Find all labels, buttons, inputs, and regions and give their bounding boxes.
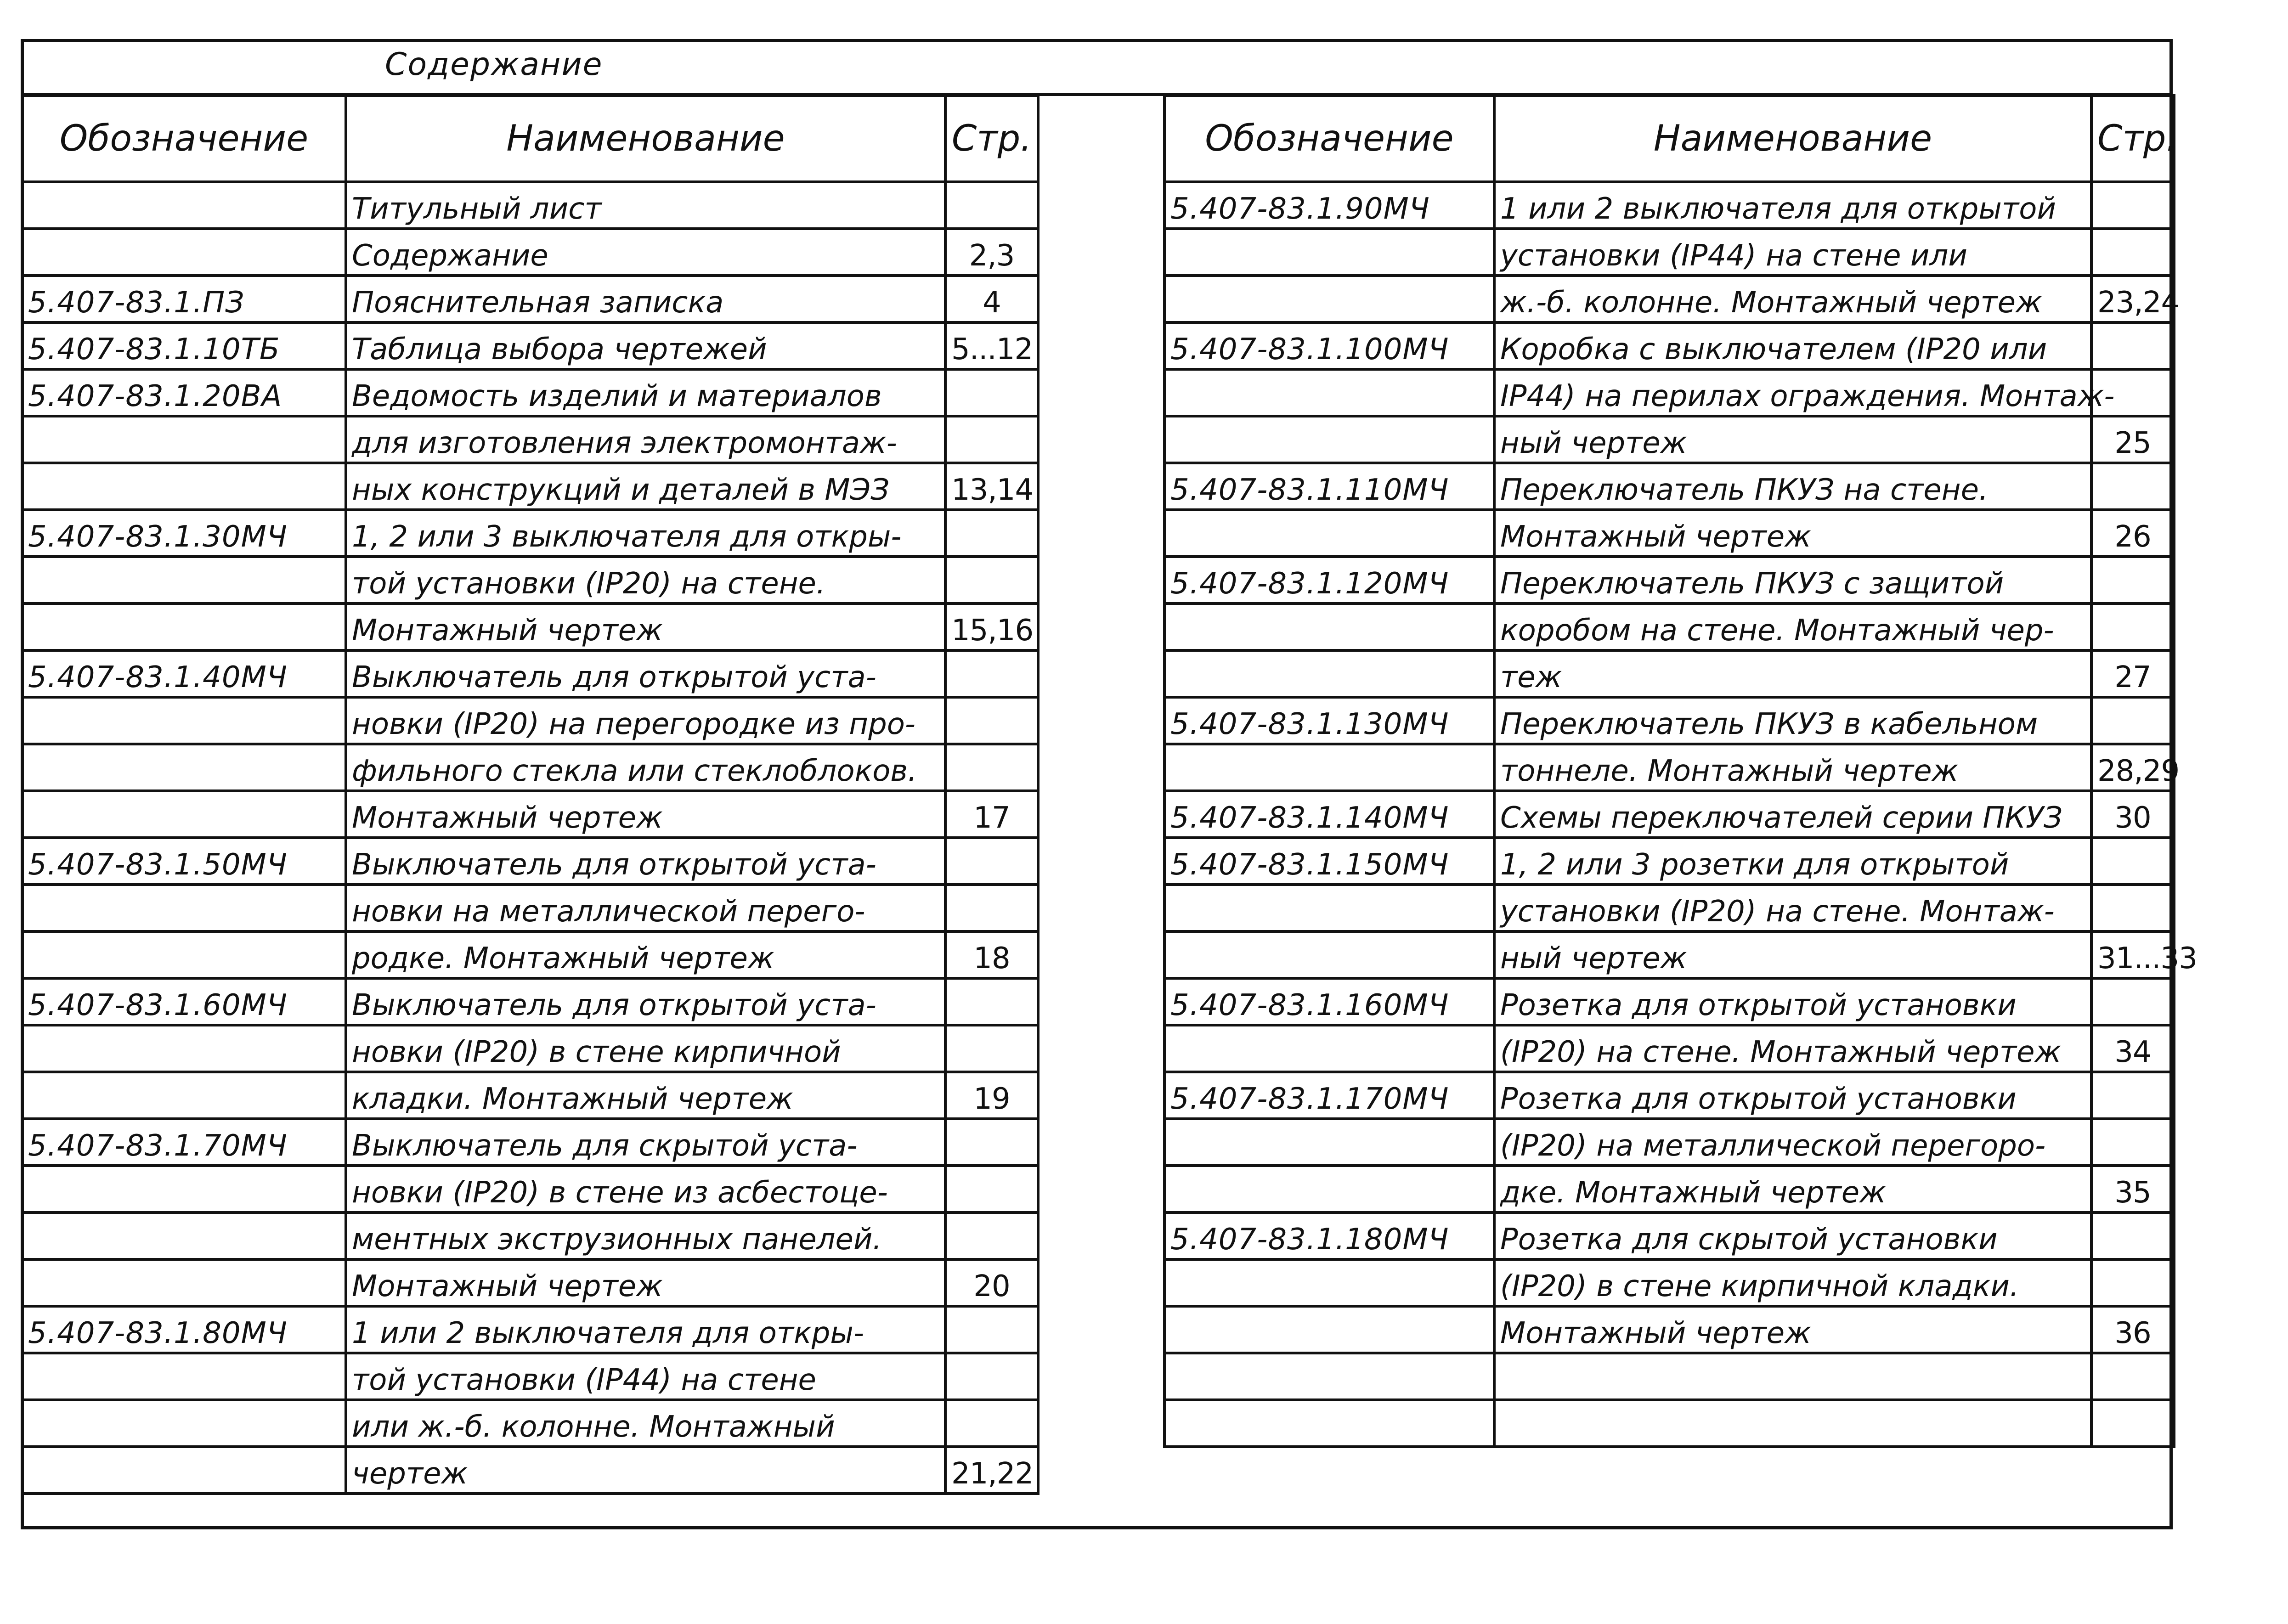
row-name: 1 или 2 выключателя для откры- [346, 1306, 945, 1353]
table-row [1164, 1212, 2174, 1259]
row-name [1494, 1400, 2091, 1447]
table-row [22, 885, 1038, 931]
row-page [2091, 697, 2174, 744]
table-row [22, 838, 1038, 885]
row-designation [1164, 1259, 1494, 1306]
row-name: Розетка для открытой установки [1494, 1072, 2091, 1119]
table-row [22, 697, 1038, 744]
header-page: Стр. [945, 96, 1038, 182]
row-designation [1164, 510, 1494, 557]
row-designation [1164, 369, 1494, 416]
row-designation [22, 1166, 346, 1212]
row-name: новки на металлической перего- [346, 885, 945, 931]
table-row [22, 369, 1038, 416]
table-row [22, 931, 1038, 978]
row-page [945, 650, 1038, 697]
row-page [945, 1306, 1038, 1353]
row-designation [22, 416, 346, 463]
row-name: Монтажный чертеж [1494, 510, 2091, 557]
row-name: коробом на стене. Монтажный чер- [1494, 603, 2091, 650]
row-page [945, 978, 1038, 1025]
row-name: кладки. Монтажный чертеж [346, 1072, 945, 1119]
table-row [1164, 885, 2174, 931]
row-name: ных конструкций и деталей в МЭЗ [346, 463, 945, 510]
row-name: Монтажный чертеж [346, 791, 945, 838]
row-page [945, 744, 1038, 791]
row-name: 1 или 2 выключателя для открытой [1494, 182, 2091, 229]
row-page [945, 697, 1038, 744]
table-row [22, 1400, 1038, 1447]
row-name: Коробка с выключателем (IP20 или [1494, 322, 2091, 369]
row-page [2091, 322, 2174, 369]
row-name: новки (IP20) на перегородке из про- [346, 697, 945, 744]
row-designation [22, 697, 346, 744]
row-designation [22, 1400, 346, 1447]
row-page: 17 [945, 791, 1038, 838]
row-page [945, 838, 1038, 885]
row-page: 5...12 [945, 322, 1038, 369]
row-designation [22, 931, 346, 978]
table-row [22, 1072, 1038, 1119]
row-page: 31...33 [2091, 931, 2174, 978]
row-page [945, 1166, 1038, 1212]
table-row [1164, 1119, 2174, 1166]
row-page [945, 885, 1038, 931]
row-page: 28,29 [2091, 744, 2174, 791]
row-name: Пояснительная записка [346, 276, 945, 322]
row-page [2091, 463, 2174, 510]
row-page [2091, 557, 2174, 603]
row-name: Выключатель для открытой уста- [346, 838, 945, 885]
table-row [1164, 697, 2174, 744]
row-page: 13,14 [945, 463, 1038, 510]
row-name: Переключатель ПКУЗ на стене. [1494, 463, 2091, 510]
row-designation [1164, 1025, 1494, 1072]
table-row [22, 1259, 1038, 1306]
table-row [1164, 369, 2174, 416]
table-row [1164, 229, 2174, 276]
row-name: ментных экструзионных панелей. [346, 1212, 945, 1259]
table-row [1164, 182, 2174, 229]
row-designation [22, 1025, 346, 1072]
table-row [22, 744, 1038, 791]
table-row [1164, 978, 2174, 1025]
table-row [1164, 931, 2174, 978]
row-name: дке. Монтажный чертеж [1494, 1166, 2091, 1212]
table-row [22, 1306, 1038, 1353]
table-row [1164, 744, 2174, 791]
row-designation [1164, 1353, 1494, 1400]
table-row [22, 1119, 1038, 1166]
row-page [945, 1212, 1038, 1259]
table-row [1164, 791, 2174, 838]
row-designation [22, 1353, 346, 1400]
table-row [22, 322, 1038, 369]
row-page [945, 510, 1038, 557]
table-row [1164, 1353, 2174, 1400]
row-page [2091, 603, 2174, 650]
table-row [1164, 1400, 2174, 1447]
row-page [2091, 1072, 2174, 1119]
table-row [1164, 838, 2174, 885]
row-name: IP44) на перилах ограждения. Монтаж- [1494, 369, 2091, 416]
row-name: Содержание [346, 229, 945, 276]
table-row [1164, 1259, 2174, 1306]
row-page: 2,3 [945, 229, 1038, 276]
table-row [1164, 1306, 2174, 1353]
table-row [22, 557, 1038, 603]
row-name: ный чертеж [1494, 931, 2091, 978]
row-page [2091, 1353, 2174, 1400]
header-name: Наименование [1494, 96, 2091, 182]
table-row [22, 603, 1038, 650]
row-designation [1164, 603, 1494, 650]
page-title: Содержание [385, 46, 603, 83]
row-designation [1164, 931, 1494, 978]
row-page: 26 [2091, 510, 2174, 557]
row-designation: 5.407-83.1.80МЧ [22, 1306, 346, 1353]
row-name: новки (IP20) в стене кирпичной [346, 1025, 945, 1072]
table-row [1164, 416, 2174, 463]
row-designation [22, 885, 346, 931]
row-name: Монтажный чертеж [346, 1259, 945, 1306]
table-row [22, 1166, 1038, 1212]
row-designation [22, 463, 346, 510]
row-name: для изготовления электромонтаж- [346, 416, 945, 463]
row-name: той установки (IP44) на стене [346, 1353, 945, 1400]
row-name: теж [1494, 650, 2091, 697]
row-designation: 5.407-83.1.60МЧ [22, 978, 346, 1025]
header-name: Наименование [346, 96, 945, 182]
table-row [1164, 463, 2174, 510]
row-page: 34 [2091, 1025, 2174, 1072]
row-page [2091, 838, 2174, 885]
row-page [945, 557, 1038, 603]
row-designation [1164, 1306, 1494, 1353]
row-designation: 5.407-83.1.ПЗ [22, 276, 346, 322]
row-name: Выключатель для скрытой уста- [346, 1119, 945, 1166]
row-page: 4 [945, 276, 1038, 322]
table-header [1164, 96, 2174, 182]
table-row [1164, 650, 2174, 697]
row-designation [1164, 650, 1494, 697]
row-name: установки (IP44) на стене или [1494, 229, 2091, 276]
row-name: Выключатель для открытой уста- [346, 978, 945, 1025]
row-designation: 5.407-83.1.140МЧ [1164, 791, 1494, 838]
row-designation: 5.407-83.1.120МЧ [1164, 557, 1494, 603]
row-name: 1, 2 или 3 розетки для открытой [1494, 838, 2091, 885]
table-row [1164, 276, 2174, 322]
row-page [945, 1025, 1038, 1072]
table-row [1164, 1166, 2174, 1212]
row-designation [1164, 1400, 1494, 1447]
row-page [945, 416, 1038, 463]
row-page [945, 1353, 1038, 1400]
row-designation [22, 229, 346, 276]
row-page: 15,16 [945, 603, 1038, 650]
header-designation: Обозначение [22, 96, 346, 182]
table-row [1164, 322, 2174, 369]
row-designation: 5.407-83.1.170МЧ [1164, 1072, 1494, 1119]
row-name: Переключатель ПКУЗ с защитой [1494, 557, 2091, 603]
table-row [22, 978, 1038, 1025]
row-page [2091, 1259, 2174, 1306]
row-page [2091, 978, 2174, 1025]
header-page: Стр. [2091, 96, 2174, 182]
row-designation [22, 1212, 346, 1259]
row-name: (IP20) на металлической перегоро- [1494, 1119, 2091, 1166]
row-name: Монтажный чертеж [346, 603, 945, 650]
table-row [1164, 557, 2174, 603]
table-row [22, 791, 1038, 838]
row-designation [1164, 229, 1494, 276]
row-page: 30 [2091, 791, 2174, 838]
row-designation [22, 557, 346, 603]
table-row [1164, 510, 2174, 557]
row-designation [1164, 1119, 1494, 1166]
table-row [22, 1447, 1038, 1494]
row-name: тоннеле. Монтажный чертеж [1494, 744, 2091, 791]
row-page [2091, 1119, 2174, 1166]
row-designation: 5.407-83.1.100МЧ [1164, 322, 1494, 369]
row-designation: 5.407-83.1.90МЧ [1164, 182, 1494, 229]
row-name: Розетка для скрытой установки [1494, 1212, 2091, 1259]
row-designation [22, 1072, 346, 1119]
row-designation [22, 791, 346, 838]
row-page: 35 [2091, 1166, 2174, 1212]
row-designation: 5.407-83.1.70МЧ [22, 1119, 346, 1166]
row-page: 27 [2091, 650, 2174, 697]
row-name: Схемы переключателей серии ПКУЗ [1494, 791, 2091, 838]
row-designation [22, 182, 346, 229]
row-name: 1, 2 или 3 выключателя для откры- [346, 510, 945, 557]
row-page [945, 369, 1038, 416]
row-page [945, 1119, 1038, 1166]
row-name: родке. Монтажный чертеж [346, 931, 945, 978]
contents-rows-left [22, 182, 1038, 1494]
row-name: ный чертеж [1494, 416, 2091, 463]
table-row [22, 1353, 1038, 1400]
row-page [2091, 1212, 2174, 1259]
table-row [22, 276, 1038, 322]
row-page: 23,24 [2091, 276, 2174, 322]
row-name: Переключатель ПКУЗ в кабельном [1494, 697, 2091, 744]
table-row [1164, 603, 2174, 650]
row-page: 36 [2091, 1306, 2174, 1353]
row-page: 21,22 [945, 1447, 1038, 1494]
row-name: той установки (IP20) на стене. [346, 557, 945, 603]
row-page [945, 182, 1038, 229]
row-page [945, 1400, 1038, 1447]
row-designation [1164, 1166, 1494, 1212]
table-header [22, 96, 1038, 182]
contents-table-right [1163, 94, 2197, 1448]
row-name: фильного стекла или стеклоблоков. [346, 744, 945, 791]
row-designation: 5.407-83.1.20ВА [22, 369, 346, 416]
contents-table-left [21, 94, 1039, 1495]
row-name: Ведомость изделий и материалов [346, 369, 945, 416]
row-designation: 5.407-83.1.40МЧ [22, 650, 346, 697]
row-designation: 5.407-83.1.130МЧ [1164, 697, 1494, 744]
table-row [22, 650, 1038, 697]
row-designation: 5.407-83.1.110МЧ [1164, 463, 1494, 510]
table-row [22, 229, 1038, 276]
row-designation: 5.407-83.1.180МЧ [1164, 1212, 1494, 1259]
table-row [22, 1025, 1038, 1072]
row-designation [22, 1259, 346, 1306]
row-name: (IP20) на стене. Монтажный чертеж [1494, 1025, 2091, 1072]
row-name: или ж.-б. колонне. Монтажный [346, 1400, 945, 1447]
row-page: 20 [945, 1259, 1038, 1306]
row-designation [22, 603, 346, 650]
contents-rows-right [1164, 182, 2197, 1447]
row-name: Таблица выбора чертежей [346, 322, 945, 369]
row-name: Розетка для открытой установки [1494, 978, 2091, 1025]
row-designation: 5.407-83.1.10ТБ [22, 322, 346, 369]
row-designation [1164, 276, 1494, 322]
row-page [2091, 229, 2174, 276]
row-designation: 5.407-83.1.150МЧ [1164, 838, 1494, 885]
table-row [22, 463, 1038, 510]
row-designation [1164, 744, 1494, 791]
row-name: Выключатель для открытой уста- [346, 650, 945, 697]
row-designation: 5.407-83.1.30МЧ [22, 510, 346, 557]
row-page: 18 [945, 931, 1038, 978]
table-row [22, 182, 1038, 229]
table-row [1164, 1025, 2174, 1072]
row-page: 25 [2091, 416, 2174, 463]
row-name: Монтажный чертеж [1494, 1306, 2091, 1353]
row-page: 19 [945, 1072, 1038, 1119]
row-designation [22, 744, 346, 791]
row-name: установки (IP20) на стене. Монтаж- [1494, 885, 2091, 931]
row-page [2091, 182, 2174, 229]
table-row [1164, 1072, 2174, 1119]
row-name: ж.-б. колонне. Монтажный чертеж [1494, 276, 2091, 322]
row-designation: 5.407-83.1.160МЧ [1164, 978, 1494, 1025]
row-designation: 5.407-83.1.50МЧ [22, 838, 346, 885]
row-name: новки (IP20) в стене из асбестоце- [346, 1166, 945, 1212]
row-page [2091, 885, 2174, 931]
table-row [22, 416, 1038, 463]
row-designation [1164, 416, 1494, 463]
row-page [2091, 1400, 2174, 1447]
row-name [1494, 1353, 2091, 1400]
table-row [22, 510, 1038, 557]
table-row [22, 1212, 1038, 1259]
header-designation: Обозначение [1164, 96, 1494, 182]
row-name: чертеж [346, 1447, 945, 1494]
row-designation [1164, 885, 1494, 931]
row-designation [22, 1447, 346, 1494]
row-name: Титульный лист [346, 182, 945, 229]
row-name: (IP20) в стене кирпичной кладки. [1494, 1259, 2091, 1306]
